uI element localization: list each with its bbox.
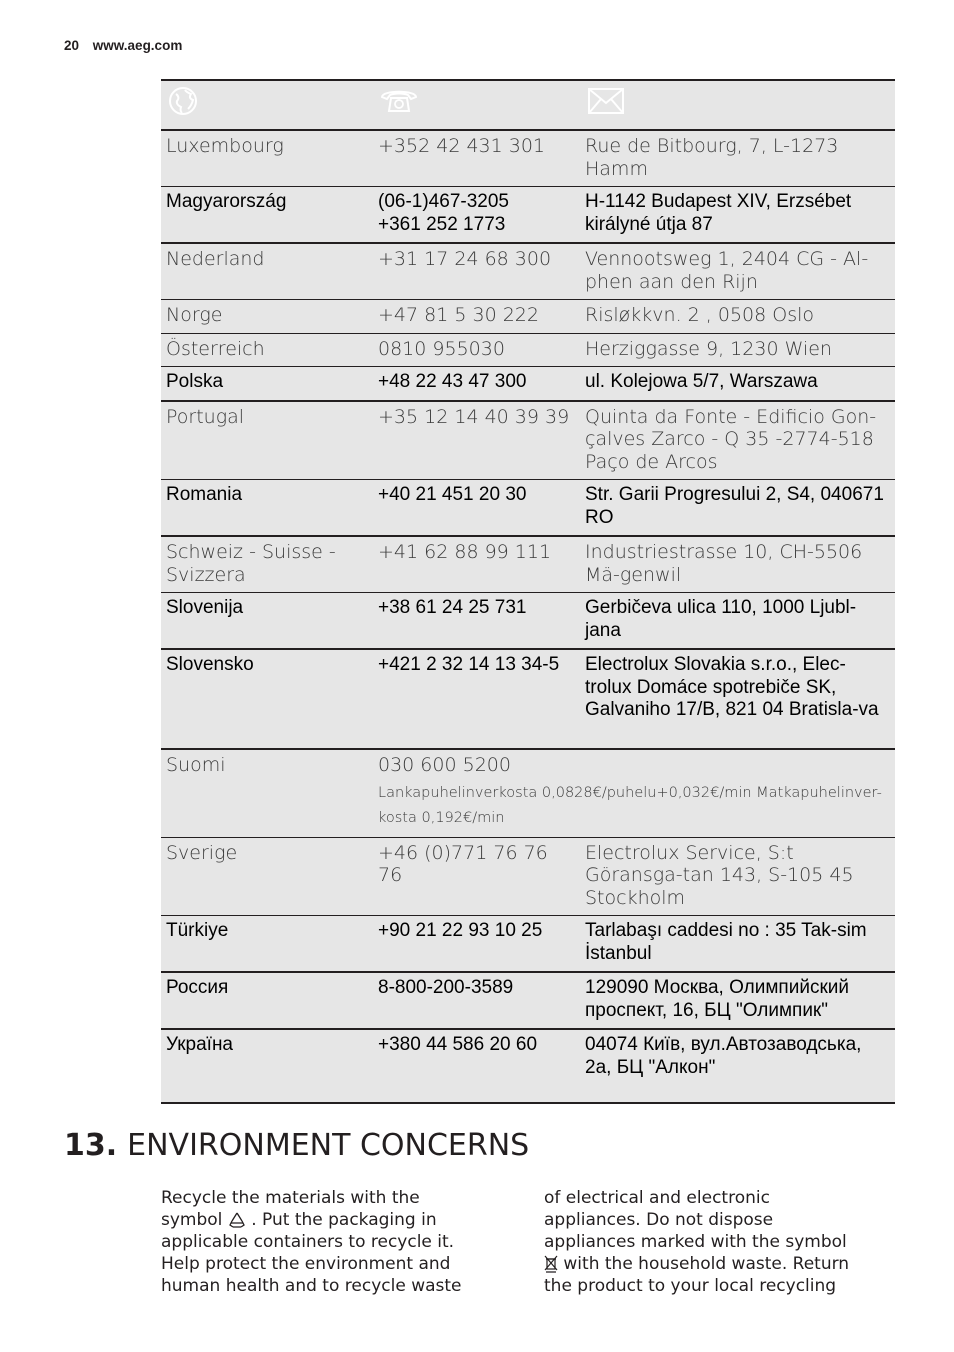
table-row bbox=[161, 187, 895, 244]
header-address bbox=[580, 80, 895, 130]
address-cell: Herziggasse 9, 1230 Wien bbox=[580, 333, 895, 367]
country-cell: Россия bbox=[161, 972, 373, 1029]
country-cell: Portugal bbox=[161, 401, 373, 480]
address-cell: Rue de Bitbourg, 7, L-1273 Hamm bbox=[580, 130, 895, 187]
phone-cell: 8-800-200-3589 bbox=[373, 972, 580, 1029]
text-segment: of electrical and electronic appliances. Do not dispose appliances marked with the symbol bbox=[544, 1188, 847, 1252]
country-cell: Suomi bbox=[161, 749, 373, 837]
phone-cell: +380 44 586 20 60 bbox=[373, 1029, 580, 1103]
text-segment: with the household waste. Return the product to your local recycling bbox=[544, 1254, 850, 1296]
table-row bbox=[161, 401, 895, 480]
table-row bbox=[161, 972, 895, 1029]
address-cell: Quinta da Fonte - Edificio Gon-çalves Zarco - Q 35 -2774-518 Paço de Arcos bbox=[580, 401, 895, 480]
address-cell: Industriestrasse 10, CH-5506 Mä-genwil bbox=[580, 536, 895, 593]
text-segment: Recycle the materials with the symbol bbox=[161, 1188, 420, 1230]
envelope-icon bbox=[586, 85, 626, 117]
phone-cell: +40 21 451 20 30 bbox=[373, 480, 580, 537]
address-cell: 04074 Київ, вул.Автозаводська, 2а, БЦ "Алкон" bbox=[580, 1029, 895, 1103]
call-rate-note: Lankapuhelinverkosta 0,0828€/puhelu+0,032€/min Matkapuhelinver-kosta 0,192€/min bbox=[378, 784, 882, 826]
address-cell: Tarlabaşı caddesi no : 35 Tak-sim İstanbul bbox=[580, 916, 895, 973]
table-row bbox=[161, 837, 895, 916]
address-cell: Gerbičeva ulica 110, 1000 Ljubl-jana bbox=[580, 593, 895, 650]
country-cell: Luxembourg bbox=[161, 130, 373, 187]
phone-cell: +38 61 24 25 731 bbox=[373, 593, 580, 650]
table-row bbox=[161, 536, 895, 593]
crossed-bin-icon bbox=[544, 1255, 558, 1273]
address-cell: 129090 Москва, Олимпийский проспект, 16, БЦ "Олимпик" bbox=[580, 972, 895, 1029]
page-number: 20 bbox=[64, 38, 80, 53]
page-header bbox=[64, 38, 182, 53]
telephone-icon bbox=[379, 85, 419, 117]
table-row bbox=[161, 593, 895, 650]
table-row bbox=[161, 649, 895, 749]
phone-cell: +47 81 5 30 222 bbox=[373, 300, 580, 334]
phone-number: 030 600 5200 bbox=[378, 754, 511, 776]
address-cell: Electrolux Service, S:t Göransga-tan 143, S-105 45 Stockholm bbox=[580, 837, 895, 916]
environment-text-right bbox=[544, 1187, 854, 1297]
recycle-icon bbox=[228, 1211, 246, 1229]
country-cell: Україна bbox=[161, 1029, 373, 1103]
address-cell: ul. Kolejowa 5/7, Warszawa bbox=[580, 367, 895, 401]
country-cell: Slovenija bbox=[161, 593, 373, 650]
table-header-row bbox=[161, 80, 895, 130]
country-cell: Romania bbox=[161, 480, 373, 537]
country-cell: Nederland bbox=[161, 243, 373, 300]
section-heading bbox=[64, 1128, 529, 1163]
country-cell: Österreich bbox=[161, 333, 373, 367]
table-row bbox=[161, 1029, 895, 1103]
table-row bbox=[161, 243, 895, 300]
phone-cell: 0810 955030 bbox=[373, 333, 580, 367]
header-phone bbox=[373, 80, 580, 130]
phone-cell bbox=[373, 749, 895, 837]
country-cell: Slovensko bbox=[161, 649, 373, 749]
country-cell: Norge bbox=[161, 300, 373, 334]
country-cell: Magyarország bbox=[161, 187, 373, 244]
table-row bbox=[161, 367, 895, 401]
address-cell: H-1142 Budapest XIV, Erzsébet királyné útja 87 bbox=[580, 187, 895, 244]
section-number: 13. bbox=[64, 1128, 118, 1163]
phone-cell: +90 21 22 93 10 25 bbox=[373, 916, 580, 973]
section-title-text: ENVIRONMENT CONCERNS bbox=[127, 1128, 530, 1163]
phone-cell: +421 2 32 14 13 34-5 bbox=[373, 649, 580, 749]
table-row bbox=[161, 300, 895, 334]
country-cell: Türkiye bbox=[161, 916, 373, 973]
phone-cell: +352 42 431 301 bbox=[373, 130, 580, 187]
address-cell: Str. Garii Progresului 2, S4, 040671 RO bbox=[580, 480, 895, 537]
table-row bbox=[161, 480, 895, 537]
contact-table bbox=[161, 79, 895, 1104]
country-cell: Sverige bbox=[161, 837, 373, 916]
table-row bbox=[161, 916, 895, 973]
table-row bbox=[161, 130, 895, 187]
table-row bbox=[161, 333, 895, 367]
phone-cell: +31 17 24 68 300 bbox=[373, 243, 580, 300]
table-row bbox=[161, 749, 895, 837]
globe-icon bbox=[167, 85, 199, 117]
country-cell: Schweiz - Suisse - Svizzera bbox=[161, 536, 373, 593]
header-country bbox=[161, 80, 373, 130]
address-cell: Risløkkvn. 2 , 0508 Oslo bbox=[580, 300, 895, 334]
country-cell: Polska bbox=[161, 367, 373, 401]
phone-cell: +46 (0)771 76 76 76 bbox=[373, 837, 580, 916]
text-segment: . Put the packaging in applicable containers to recycle it. Help protect the environment and human health and to recycle waste bbox=[161, 1210, 462, 1296]
environment-text-left bbox=[161, 1187, 471, 1297]
address-cell: Vennootsweg 1, 2404 CG - Al-phen aan den Rijn bbox=[580, 243, 895, 300]
phone-cell: +35 12 14 40 39 39 bbox=[373, 401, 580, 480]
phone-cell: +48 22 43 47 300 bbox=[373, 367, 580, 401]
address-cell: Electrolux Slovakia s.r.o., Elec-trolux Domáce spotrebiče SK, Galvaniho 17/B, 821 04 Bratisla-va bbox=[580, 649, 895, 749]
website-url[interactable]: www.aeg.com bbox=[92, 38, 183, 53]
phone-cell: (06-1)467-3205 +361 252 1773 bbox=[373, 187, 580, 244]
phone-cell: +41 62 88 99 111 bbox=[373, 536, 580, 593]
